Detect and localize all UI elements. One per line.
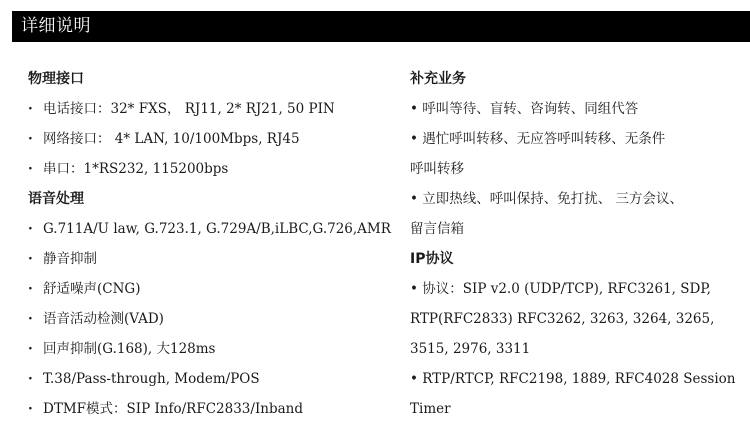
list-item-text: 串口：1*RS232, 115200bps — [43, 161, 229, 177]
bullet-icon: · — [28, 101, 33, 117]
section-title-supplementary-services: 补充业务 — [410, 71, 466, 87]
list-item: • 立即热线、呼叫保持、免打扰、 三方会议、 — [410, 191, 684, 207]
list-item — [28, 304, 398, 334]
bullet-icon: · — [28, 251, 33, 267]
list-item-continuation: 呼叫转移 — [410, 161, 464, 177]
list-item-text: 静音抑制 — [43, 251, 97, 267]
bullet-icon: · — [28, 401, 33, 417]
section-title-physical-interface: 物理接口 — [28, 71, 84, 87]
list-item — [28, 124, 398, 154]
list-item — [28, 244, 398, 274]
bullet-icon: · — [28, 281, 33, 297]
list-item — [28, 274, 398, 304]
list-item-text: G.711A/U law, G.723.1, G.729A/B,iLBC,G.726,AMR — [43, 221, 391, 237]
list-item-continuation: Timer — [410, 401, 451, 417]
list-item-text: 网络接口： 4* LAN, 10/100Mbps, RJ45 — [43, 131, 300, 147]
list-item-continuation: 3515, 2976, 3311 — [410, 341, 531, 357]
bullet-icon: · — [28, 221, 33, 237]
bullet-icon: · — [28, 311, 33, 327]
header-title: 详细说明 — [21, 16, 91, 36]
list-item-continuation: RTP(RFC2833) RFC3262, 3263, 3264, 3265, — [410, 311, 715, 327]
bullet-icon: · — [28, 371, 33, 387]
list-item-text: 回声抑制(G.168), 大128ms — [43, 341, 216, 357]
list-item-text: T.38/Pass-through, Modem/POS — [43, 371, 260, 387]
right-column — [410, 64, 740, 424]
list-item: • 呼叫等待、盲转、咨询转、同组代答 — [410, 101, 639, 117]
list-item-text: 电话接口：32* FXS， RJ11, 2* RJ21, 50 PIN — [43, 101, 335, 117]
list-item-continuation: 留言信箱 — [410, 221, 464, 237]
list-item: • 遇忙呼叫转移、无应答呼叫转移、无条件 — [410, 131, 666, 147]
bullet-icon: · — [28, 161, 33, 177]
bullet-icon: · — [28, 341, 33, 357]
list-item — [28, 154, 398, 184]
section-title-voice-processing: 语音处理 — [28, 191, 84, 207]
header-bar — [12, 11, 750, 42]
section-title-ip-protocol: IP协议 — [410, 251, 454, 267]
list-item-text: 舒适噪声(CNG) — [43, 281, 141, 297]
list-item — [28, 214, 398, 244]
list-item-text: 语音活动检测(VAD) — [43, 311, 164, 327]
bullet-icon: · — [28, 131, 33, 147]
list-item: • 协议：SIP v2.0 (UDP/TCP), RFC3261, SDP, — [410, 281, 711, 297]
left-column — [28, 64, 398, 424]
list-item — [28, 334, 398, 364]
list-item: • RTP/RTCP, RFC2198, 1889, RFC4028 Session — [410, 371, 736, 387]
list-item — [28, 94, 398, 124]
list-item — [28, 364, 398, 394]
list-item — [28, 394, 398, 424]
list-item-text: DTMF模式：SIP Info/RFC2833/Inband — [43, 401, 303, 417]
